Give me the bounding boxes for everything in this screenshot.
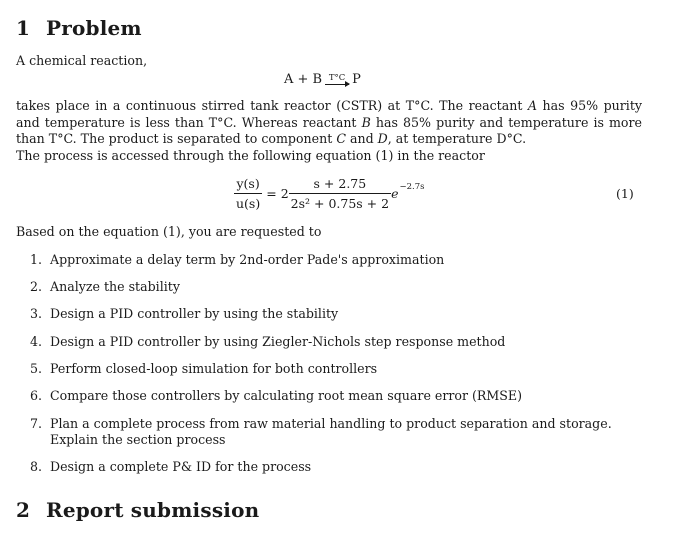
reaction-condition: T°C: [328, 73, 346, 83]
list-item-text: Design a PID controller by using Ziegler-Nichols step response method: [50, 334, 506, 349]
lhs-denominator: u(s): [234, 193, 262, 211]
list-item: [30, 459, 642, 475]
equation-number: (1): [616, 186, 634, 201]
section-heading-report: [16, 498, 259, 522]
desc-part-4: and: [349, 131, 374, 146]
reaction-arrow: [325, 74, 349, 85]
transfer-function: [234, 176, 425, 211]
lhs-numerator: y(s): [236, 176, 260, 191]
component-c: C: [336, 131, 346, 146]
list-item: [30, 361, 642, 377]
section-number: 2: [16, 498, 31, 522]
exp-base: e: [391, 186, 399, 201]
list-item: [30, 416, 642, 448]
list-item-number: 7.: [30, 416, 43, 431]
arrow-icon: [325, 84, 349, 85]
desc-part-3: has 85% purity and temperature is more than T°C. The product is separated to component: [16, 114, 642, 146]
list-item-text: Perform closed-loop simulation for both controllers: [50, 361, 378, 376]
list-item-text: Compare those controllers by calculating root mean square error (RMSE): [50, 388, 523, 403]
reactant-b: B: [361, 114, 371, 130]
list-item-text: Plan a complete process from raw material handling to product separation and storage. Explain the section process: [50, 416, 612, 447]
list-item: [30, 306, 642, 322]
section-title: Report submission: [46, 498, 260, 522]
list-item: [30, 279, 642, 295]
rhs-fraction: [289, 176, 391, 211]
list-item-text: Design a PID controller by using the stability: [50, 306, 339, 321]
list-item-text: Approximate a delay term by 2nd-order Pade's approximation: [50, 252, 445, 267]
description-paragraph: [16, 98, 642, 148]
list-item-number: 1.: [30, 252, 43, 267]
process-line: The process is accessed through the following equation (1) in the reactor: [16, 148, 485, 163]
section-number: 1: [16, 16, 31, 40]
reactant-a: A: [527, 98, 538, 113]
list-item-number: 2.: [30, 279, 43, 294]
equals-sign: =: [266, 186, 277, 201]
intro-text: A chemical reaction,: [16, 53, 148, 68]
rhs-numerator: s + 2.75: [313, 176, 367, 191]
gain-coefficient: 2: [280, 186, 289, 201]
lhs-fraction: [234, 176, 262, 211]
list-item-text: Design a complete P& ID for the process: [50, 459, 312, 474]
list-item: [30, 334, 642, 350]
product: P: [352, 72, 361, 87]
list-item-number: 4.: [30, 334, 43, 349]
desc-part-1: takes place in a continuous stirred tank reactor (CSTR) at T°C. The reactant: [16, 98, 523, 113]
list-item-number: 8.: [30, 459, 43, 474]
list-item-number: 5.: [30, 361, 43, 376]
reaction-equation: [284, 72, 361, 87]
list-item: [30, 252, 642, 268]
component-d: D: [377, 131, 388, 146]
list-item-number: 6.: [30, 388, 43, 403]
section-heading-problem: [16, 16, 142, 40]
delay-exponent: −2.7s: [399, 181, 425, 192]
desc-part-2: has 95% purity and temperature is less than T°C. Whereas reactant: [16, 98, 643, 130]
requested-line: Based on the equation (1), you are requested to: [16, 224, 322, 239]
section-title: Problem: [46, 16, 142, 40]
list-item-number: 3.: [30, 306, 43, 321]
reactants: A + B: [284, 72, 323, 87]
desc-part-5: , at temperature D°C.: [387, 131, 527, 146]
rhs-denominator: 2s² + 0.75s + 2: [289, 193, 391, 211]
list-item: [30, 388, 642, 404]
list-item-text: Analyze the stability: [50, 279, 180, 294]
